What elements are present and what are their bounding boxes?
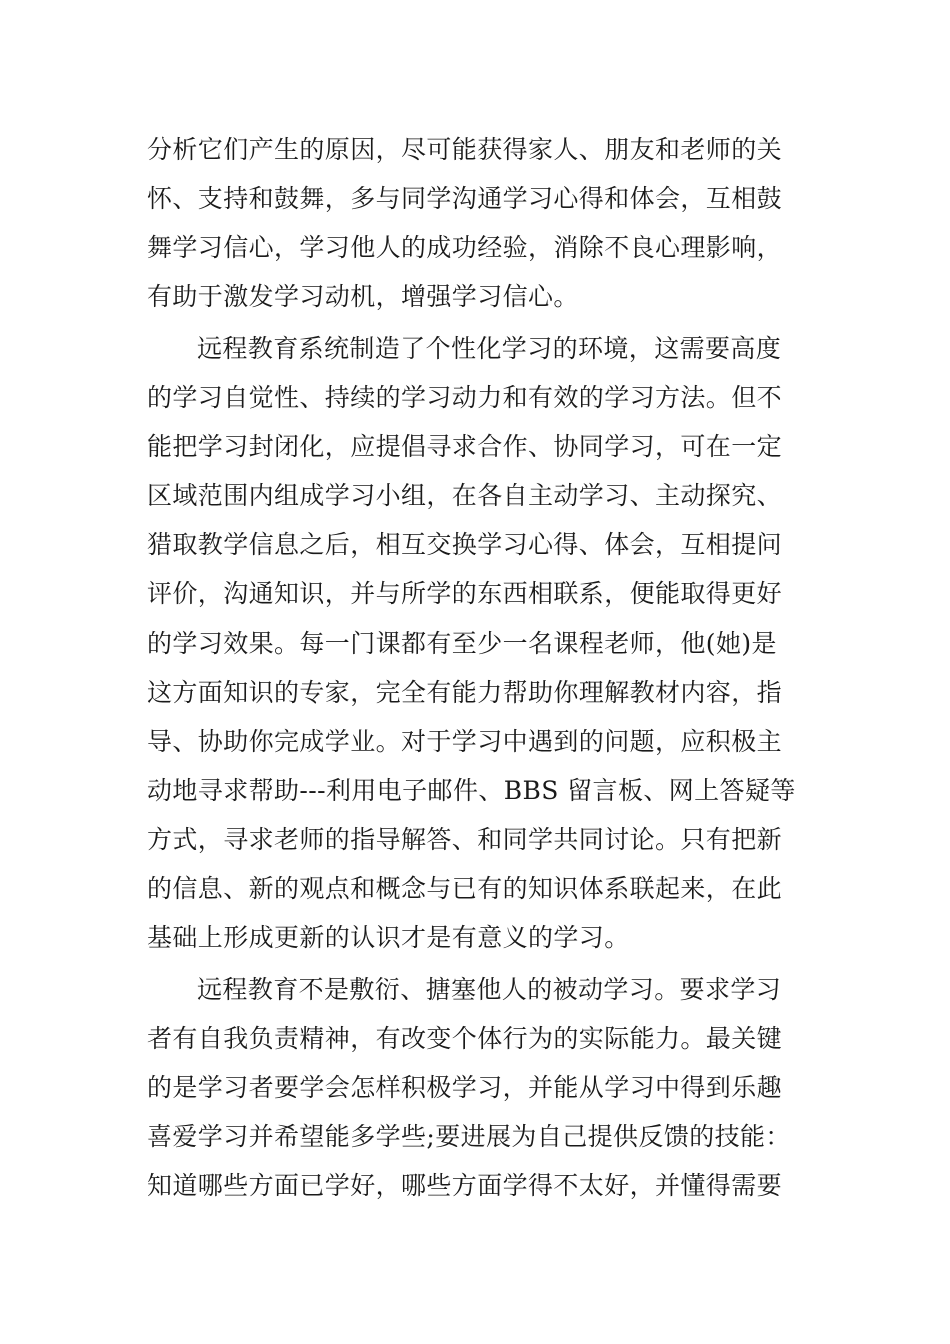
text-line: 导、协助你完成学业。对于学习中遇到的问题，应积极主 bbox=[147, 727, 783, 756]
text-line: 能把学习封闭化，应提倡寻求合作、协同学习，可在一定 bbox=[147, 432, 783, 461]
text-line: 有助于激发学习动机，增强学习信心。 bbox=[147, 282, 579, 311]
text-line: 知道哪些方面已学好，哪些方面学得不太好，并懂得需要 bbox=[147, 1171, 783, 1200]
text-line: 基础上形成更新的认识才是有意义的学习。 bbox=[147, 923, 630, 952]
paragraph-first-line: 远程教育不是敷衍、搪塞他人的被动学习。要求学习 bbox=[197, 975, 782, 1004]
text-line: 分析它们产生的原因，尽可能获得家人、朋友和老师的关 bbox=[147, 135, 783, 164]
text-line: 这方面知识的专家，完全有能力帮助你理解教材内容，指 bbox=[147, 678, 783, 707]
paragraph-first-line: 远程教育系统制造了个性化学习的环境，这需要高度 bbox=[197, 334, 782, 363]
text-line: 方式，寻求老师的指导解答、和同学共同讨论。只有把新 bbox=[147, 825, 783, 854]
text-line: 评价，沟通知识，并与所学的东西相联系，便能取得更好 bbox=[147, 579, 783, 608]
text-line: 的学习自觉性、持续的学习动力和有效的学习方法。但不 bbox=[147, 383, 783, 412]
text-line: 的信息、新的观点和概念与已有的知识体系联起来，在此 bbox=[147, 874, 783, 903]
text-line: 的是学习者要学会怎样积极学习，并能从学习中得到乐趣 bbox=[147, 1073, 783, 1102]
text-line: 舞学习信心，学习他人的成功经验，消除不良心理影响， bbox=[147, 233, 783, 262]
text-line: 者有自我负责精神，有改变个体行为的实际能力。最关键 bbox=[147, 1024, 783, 1053]
text-line: 区域范围内组成学习小组，在各自主动学习、主动探究、 bbox=[147, 481, 783, 510]
text-line: 动地寻求帮助---利用电子邮件、BBS 留言板、网上答疑等 bbox=[147, 776, 796, 805]
text-line: 喜爱学习并希望能多学些;要进展为自己提供反馈的技能： bbox=[147, 1122, 791, 1151]
text-line: 怀、支持和鼓舞，多与同学沟通学习心得和体会，互相鼓 bbox=[147, 184, 783, 213]
text-line: 猎取教学信息之后，相互交换学习心得、体会，互相提问 bbox=[147, 530, 783, 559]
text-line: 的学习效果。每一门课都有至少一名课程老师，他(她)是 bbox=[147, 629, 777, 658]
